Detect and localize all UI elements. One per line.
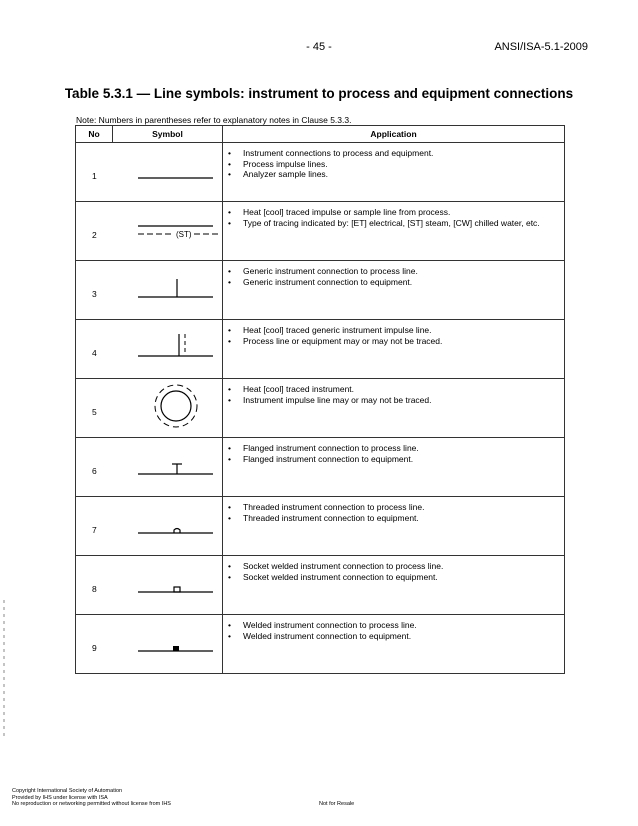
application-item: • Socket welded instrument connection to process line. bbox=[223, 561, 564, 572]
welded-connection-symbol bbox=[118, 617, 218, 671]
application-item: • Heat [cool] traced instrument. bbox=[223, 384, 564, 395]
row-number: 4 bbox=[92, 348, 97, 358]
application-item: • Flanged instrument connection to equipment. bbox=[223, 454, 564, 465]
thread-mark bbox=[174, 529, 180, 534]
application-cell bbox=[223, 320, 565, 379]
symbol-cell bbox=[113, 497, 223, 556]
table-row bbox=[76, 261, 565, 320]
footer-resale: Not for Resale bbox=[319, 801, 355, 807]
table-row bbox=[76, 320, 565, 379]
row-number: 7 bbox=[92, 525, 97, 535]
application-list bbox=[223, 384, 564, 405]
footer-restriction-line: No reproduction or networking permitted without license from IHS bbox=[12, 801, 171, 808]
application-item: • Process line or equipment may or may not be traced. bbox=[223, 336, 564, 347]
table-row bbox=[76, 497, 565, 556]
table-row bbox=[76, 143, 565, 202]
header-application: Application bbox=[223, 126, 565, 143]
application-cell bbox=[223, 379, 565, 438]
application-cell bbox=[223, 143, 565, 202]
application-cell bbox=[223, 202, 565, 261]
traced-generic-connection-symbol bbox=[118, 322, 218, 376]
symbol-cell bbox=[113, 261, 223, 320]
application-item: • Generic instrument connection to equipment. bbox=[223, 277, 564, 288]
symbol-cell bbox=[113, 615, 223, 674]
symbol-cell bbox=[113, 320, 223, 379]
standard-id: ANSI/ISA-5.1-2009 bbox=[494, 41, 588, 53]
footer-copyright bbox=[12, 788, 171, 808]
application-item: • Process impulse lines. bbox=[223, 159, 564, 170]
side-watermark bbox=[0, 600, 8, 740]
application-item: • Heat [cool] traced impulse or sample line from process. bbox=[223, 207, 564, 218]
symbol-cell bbox=[113, 556, 223, 615]
row-number-cell bbox=[76, 320, 113, 379]
row-number: 5 bbox=[92, 407, 97, 417]
application-item: • Type of tracing indicated by: [ET] electrical, [ST] steam, [CW] chilled water, etc. bbox=[223, 218, 564, 229]
application-cell bbox=[223, 438, 565, 497]
symbol-cell bbox=[113, 379, 223, 438]
application-item: • Threaded instrument connection to process line. bbox=[223, 502, 564, 513]
threaded-connection-symbol bbox=[118, 499, 218, 553]
header-no: No bbox=[76, 126, 113, 143]
application-item: • Socket welded instrument connection to equipment. bbox=[223, 572, 564, 583]
symbol-cell bbox=[113, 438, 223, 497]
row-number-cell bbox=[76, 438, 113, 497]
row-number-cell bbox=[76, 261, 113, 320]
application-item: • Threaded instrument connection to equipment. bbox=[223, 513, 564, 524]
application-item: • Instrument impulse line may or may not be traced. bbox=[223, 395, 564, 406]
row-number: 3 bbox=[92, 289, 97, 299]
socket-mark bbox=[174, 587, 180, 592]
row-number: 1 bbox=[92, 171, 97, 181]
table-row bbox=[76, 202, 565, 261]
footer-copyright-line: Copyright International Society of Automation bbox=[12, 788, 123, 794]
row-number: 8 bbox=[92, 584, 97, 594]
symbol-cell bbox=[113, 202, 223, 261]
row-number: 6 bbox=[92, 466, 97, 476]
table-row bbox=[76, 438, 565, 497]
table-note: Note: Numbers in parentheses refer to explanatory notes in Clause 5.3.3. bbox=[76, 115, 352, 125]
generic-connection-symbol bbox=[118, 263, 218, 317]
application-list bbox=[223, 266, 564, 287]
weld-mark bbox=[173, 646, 179, 651]
application-cell bbox=[223, 497, 565, 556]
row-number: 2 bbox=[92, 230, 97, 240]
application-list bbox=[223, 148, 564, 180]
application-cell bbox=[223, 615, 565, 674]
row-number-cell bbox=[76, 143, 113, 202]
application-item: • Analyzer sample lines. bbox=[223, 169, 564, 180]
table-title: Table 5.3.1 — Line symbols: instrument to process and equipment connections bbox=[64, 86, 574, 101]
application-cell bbox=[223, 556, 565, 615]
application-item: • Heat [cool] traced generic instrument impulse line. bbox=[223, 325, 564, 336]
tracing-label: (ST) bbox=[175, 230, 192, 239]
line-symbols-table bbox=[75, 125, 565, 674]
table-header-row bbox=[76, 126, 565, 143]
application-list bbox=[223, 620, 564, 641]
application-item: • Welded instrument connection to process line. bbox=[223, 620, 564, 631]
application-item: • Generic instrument connection to process line. bbox=[223, 266, 564, 277]
row-number-cell bbox=[76, 202, 113, 261]
header-symbol: Symbol bbox=[113, 126, 223, 143]
table-body bbox=[76, 143, 565, 674]
application-list bbox=[223, 561, 564, 582]
application-list bbox=[223, 325, 564, 346]
flanged-connection-symbol bbox=[118, 440, 218, 494]
row-number: 9 bbox=[92, 643, 97, 653]
application-list bbox=[223, 502, 564, 523]
traced-instrument-symbol bbox=[118, 381, 218, 435]
traced-line-symbol bbox=[118, 204, 218, 258]
process-line-symbol bbox=[118, 145, 218, 199]
page-number: - 45 - bbox=[306, 41, 332, 53]
application-item: • Welded instrument connection to equipment. bbox=[223, 631, 564, 642]
table-row bbox=[76, 615, 565, 674]
application-list bbox=[223, 443, 564, 464]
application-cell bbox=[223, 261, 565, 320]
row-number-cell bbox=[76, 497, 113, 556]
instrument-bubble bbox=[161, 391, 191, 421]
row-number-cell bbox=[76, 556, 113, 615]
table-row bbox=[76, 556, 565, 615]
application-item: • Flanged instrument connection to process line. bbox=[223, 443, 564, 454]
socket-welded-connection-symbol bbox=[118, 558, 218, 612]
table-row bbox=[76, 379, 565, 438]
row-number-cell bbox=[76, 379, 113, 438]
footer-provided-line: Provided by IHS under license with ISA bbox=[12, 794, 108, 801]
application-list bbox=[223, 207, 564, 228]
row-number-cell bbox=[76, 615, 113, 674]
symbol-cell bbox=[113, 143, 223, 202]
application-item: • Instrument connections to process and equipment. bbox=[223, 148, 564, 159]
